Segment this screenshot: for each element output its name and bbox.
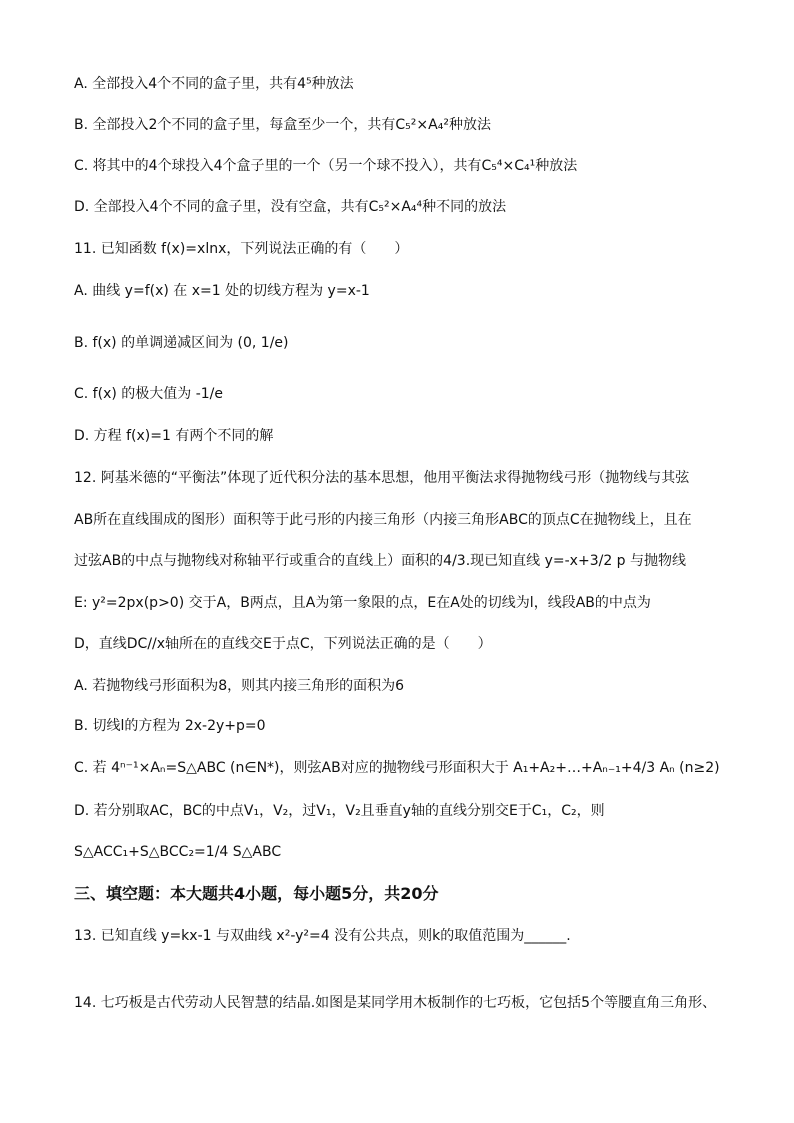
q12-stem-line-5: D，直线DC//x轴所在的直线交E于点C，下列说法正确的是（ ） — [74, 636, 492, 652]
q12-option-c: C. 若 4ⁿ⁻¹×Aₙ=S△ABC (n∈N*)，则弦AB对应的抛物线弓形面积大于 A₁+A₂+…+Aₙ₋₁+4/3 Aₙ (n≥2) — [74, 760, 720, 776]
q13-stem: 13. 已知直线 y=kx-1 与双曲线 x²-y²=4 没有公共点，则k的取值范围为______. — [74, 928, 571, 944]
q10-option-a: A. 全部投入4个不同的盒子里，共有4⁵种放法 — [74, 76, 354, 92]
q14-stem: 14. 七巧板是古代劳动人民智慧的结晶.如图是某同学用木板制作的七巧板，它包括5个等腰直角三角形、 — [74, 995, 717, 1011]
q11-option-d: D. 方程 f(x)=1 有两个不同的解 — [74, 428, 274, 444]
q10-option-b: B. 全部投入2个不同的盒子里，每盒至少一个，共有C₅²×A₄²种放法 — [74, 117, 491, 133]
q12-option-d-line-2: S△ACC₁+S△BCC₂=1/4 S△ABC — [74, 844, 282, 860]
q12-option-d-line-1: D. 若分别取AC，BC的中点V₁，V₂，过V₁，V₂且垂直y轴的直线分别交E于C₁，C₂，则 — [74, 803, 605, 819]
q10-option-d: D. 全部投入4个不同的盒子里，没有空盒，共有C₅²×A₄⁴种不同的放法 — [74, 199, 507, 215]
q11-option-c: C. f(x) 的极大值为 -1/e — [74, 386, 224, 402]
q11-option-b: B. f(x) 的单调递减区间为 (0, 1/e) — [74, 335, 289, 351]
q12-stem-line-2: AB所在直线围成的图形）面积等于此弓形的内接三角形（内接三角形ABC的顶点C在抛物线上，且在 — [74, 512, 692, 528]
q10-option-c: C. 将其中的4个球投入4个盒子里的一个（另一个球不投入），共有C₅⁴×C₄¹种放法 — [74, 158, 578, 174]
q12-stem-line-4: E: y²=2px(p>0) 交于A，B两点，且A为第一象限的点，E在A处的切线为l，线段AB的中点为 — [74, 595, 651, 611]
q11-stem: 11. 已知函数 f(x)=xlnx，下列说法正确的有（ ） — [74, 241, 409, 257]
q12-option-a: A. 若抛物线弓形面积为8，则其内接三角形的面积为6 — [74, 678, 405, 694]
q12-stem-line-3: 过弦AB的中点与抛物线对称轴平行或重合的直线上）面积的4/3.现已知直线 y=-x+3/2 p 与抛物线 — [74, 553, 687, 569]
q12-stem-line-1: 12. 阿基米德的“平衡法”体现了近代积分法的基本思想，他用平衡法求得抛物线弓形（抛物线与其弦 — [74, 470, 690, 486]
q12-option-b: B. 切线l的方程为 2x-2y+p=0 — [74, 718, 266, 734]
q11-option-a: A. 曲线 y=f(x) 在 x=1 处的切线方程为 y=x-1 — [74, 283, 370, 299]
section-3-heading: 三、填空题：本大题共4小题，每小题5分，共20分 — [74, 884, 439, 903]
